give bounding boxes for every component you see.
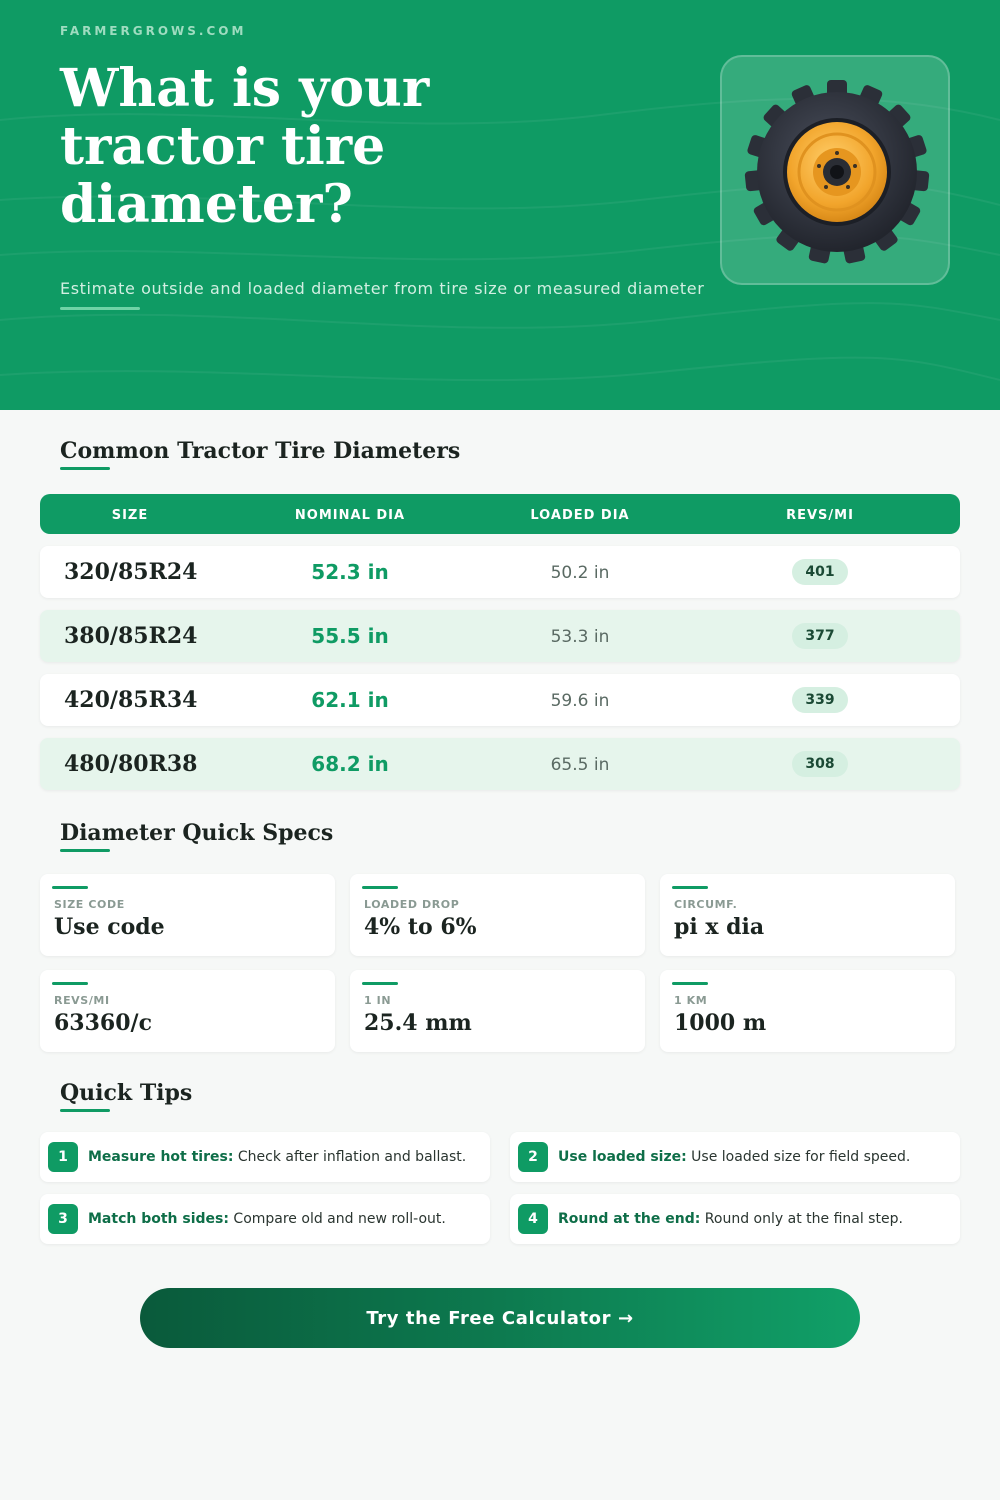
table-header xyxy=(40,494,960,534)
spec-card xyxy=(40,970,335,1052)
table-row xyxy=(40,738,960,790)
spec-value: 63360/c xyxy=(54,1010,152,1036)
cell-loaded-dia: 50.2 in xyxy=(550,563,610,583)
tip-card xyxy=(510,1194,960,1244)
cell-nominal-dia: 62.1 in xyxy=(311,688,389,712)
tractor-tire-icon xyxy=(742,77,932,267)
hero-underline xyxy=(60,307,140,310)
revs-badge: 308 xyxy=(792,751,848,777)
spec-label: REVS/MI xyxy=(54,994,110,1007)
table-section-underline xyxy=(60,467,110,470)
tip-heading: Use loaded size: xyxy=(558,1149,687,1165)
tip-heading: Measure hot tires: xyxy=(88,1149,234,1165)
cell-loaded-dia: 59.6 in xyxy=(550,691,610,711)
tip-heading: Round at the end: xyxy=(558,1211,701,1227)
cell-size: 480/80R38 xyxy=(64,751,198,777)
table-row xyxy=(40,674,960,726)
revs-badge: 339 xyxy=(792,687,848,713)
table-section-title: Common Tractor Tire Diameters xyxy=(60,438,461,464)
spec-accent-bar xyxy=(362,886,398,889)
spec-label: CIRCUMF. xyxy=(674,898,738,911)
cell-nominal-dia: 55.5 in xyxy=(311,624,389,648)
tip-body: Use loaded size for field speed. xyxy=(686,1149,911,1165)
specs-section-underline xyxy=(60,849,110,852)
cell-size: 420/85R34 xyxy=(64,687,198,713)
tip-body: Check after inflation and ballast. xyxy=(233,1149,467,1165)
tip-text xyxy=(558,1194,903,1244)
tip-text xyxy=(558,1132,910,1182)
spec-label: 1 KM xyxy=(674,994,708,1007)
tip-card xyxy=(40,1194,490,1244)
revs-badge: 377 xyxy=(792,623,848,649)
cell-size: 320/85R24 xyxy=(64,559,198,585)
cell-nominal-dia: 68.2 in xyxy=(311,752,389,776)
tire-image-card xyxy=(720,55,950,285)
spec-accent-bar xyxy=(52,886,88,889)
specs-section-title: Diameter Quick Specs xyxy=(60,820,334,846)
spec-label: 1 IN xyxy=(364,994,392,1007)
column-header-nominal-dia: NOMINAL DIA xyxy=(294,508,406,523)
spec-value: 4% to 6% xyxy=(364,914,477,940)
brand-name: FARMERGROWS.COM xyxy=(60,24,247,38)
column-header-loaded-dia: LOADED DIA xyxy=(530,508,630,523)
spec-label: SIZE CODE xyxy=(54,898,125,911)
cell-size: 380/85R24 xyxy=(64,623,198,649)
cell-nominal-dia: 52.3 in xyxy=(311,560,389,584)
spec-value: Use code xyxy=(54,914,165,940)
hero-subtitle: Estimate outside and loaded diameter from tire size or measured diameter xyxy=(60,279,705,298)
spec-card xyxy=(660,970,955,1052)
spec-card xyxy=(660,874,955,956)
tip-number-badge: 1 xyxy=(48,1142,78,1172)
cell-loaded-dia: 53.3 in xyxy=(550,627,610,647)
spec-value: 25.4 mm xyxy=(364,1010,472,1036)
tip-number-badge: 4 xyxy=(518,1204,548,1234)
free-calculator-button[interactable]: Try the Free Calculator → xyxy=(140,1288,860,1348)
spec-value: pi x dia xyxy=(674,914,765,940)
column-header-size: SIZE xyxy=(111,508,149,523)
tip-body: Compare old and new roll-out. xyxy=(228,1211,446,1227)
column-header-revs-mi: REVS/MI xyxy=(786,508,854,523)
tip-body: Round only at the final step. xyxy=(700,1211,903,1227)
tip-heading: Match both sides: xyxy=(88,1211,229,1227)
hero-banner xyxy=(0,0,1000,410)
tip-text xyxy=(88,1194,446,1244)
tip-number-badge: 2 xyxy=(518,1142,548,1172)
tips-section-title: Quick Tips xyxy=(60,1080,193,1106)
spec-label: LOADED DROP xyxy=(364,898,460,911)
page-title: What is your tractor tire diameter? xyxy=(60,58,430,235)
spec-card xyxy=(40,874,335,956)
spec-card xyxy=(350,970,645,1052)
tip-card xyxy=(40,1132,490,1182)
table-row xyxy=(40,610,960,662)
spec-card xyxy=(350,874,645,956)
spec-accent-bar xyxy=(672,886,708,889)
spec-accent-bar xyxy=(52,982,88,985)
tips-section-underline xyxy=(60,1109,110,1112)
tip-text xyxy=(88,1132,466,1182)
spec-accent-bar xyxy=(672,982,708,985)
table-row xyxy=(40,546,960,598)
spec-value: 1000 m xyxy=(674,1010,767,1036)
cell-loaded-dia: 65.5 in xyxy=(550,755,610,775)
revs-badge: 401 xyxy=(792,559,848,585)
tip-card xyxy=(510,1132,960,1182)
tip-number-badge: 3 xyxy=(48,1204,78,1234)
spec-accent-bar xyxy=(362,982,398,985)
